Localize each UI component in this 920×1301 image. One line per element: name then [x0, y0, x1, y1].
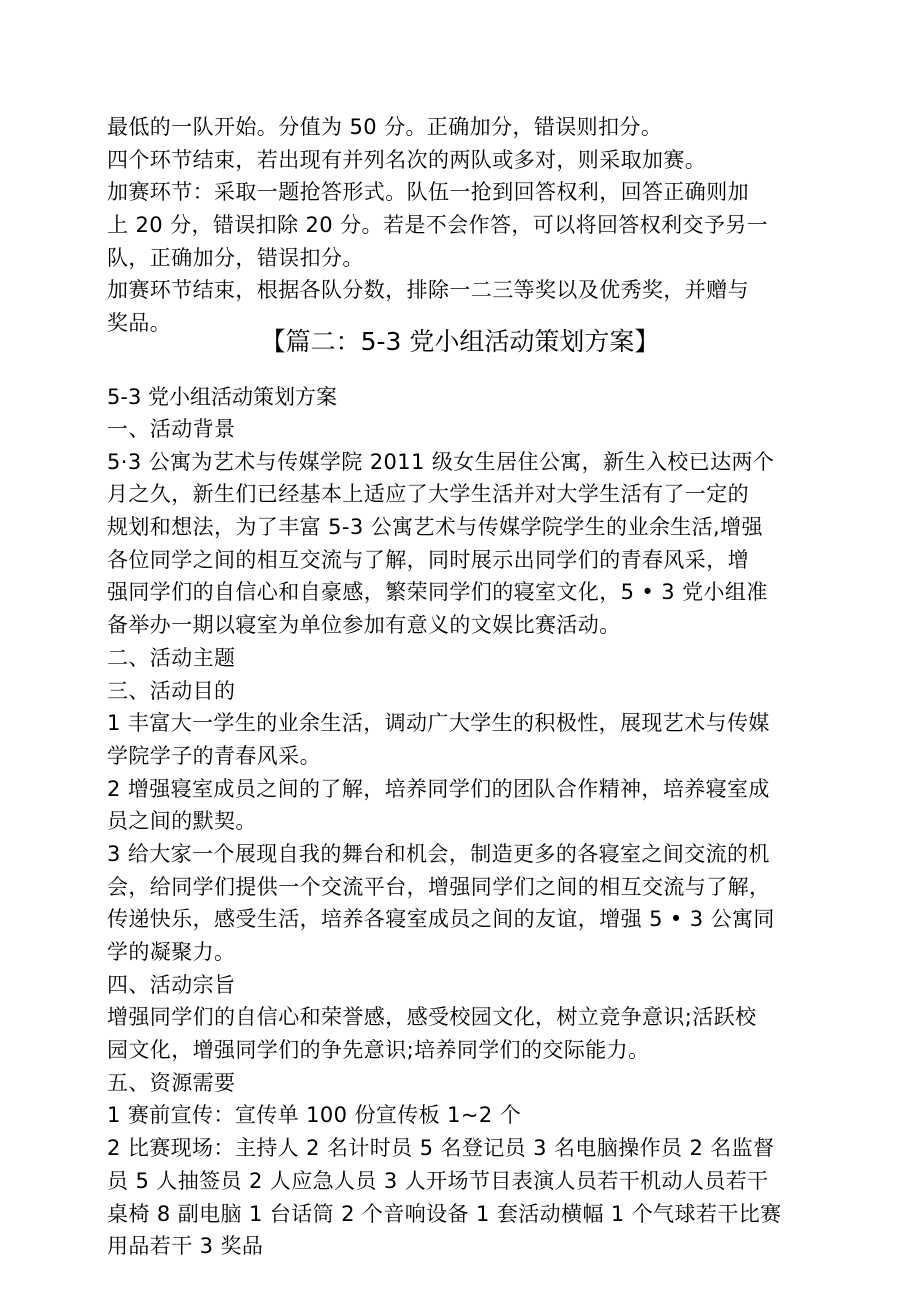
body-line: 1 赛前宣传：宣传单 100 份宣传板 1~2 个 — [107, 1103, 522, 1128]
heading-tenet: 四、活动宗旨 — [107, 972, 236, 997]
body-line: 强同学们的自信心和自豪感，繁荣同学们的寝室文化，5 • 3 党小组准 — [107, 580, 768, 605]
heading-purpose: 三、活动目的 — [107, 678, 236, 703]
body-line: 桌椅 8 副电脑 1 台话筒 2 个音响设备 1 套活动横幅 1 个气球若干比赛 — [107, 1201, 782, 1226]
heading-background: 一、活动背景 — [107, 417, 236, 441]
body-line: 2 增强寝室成员之间的了解，培养同学们的团队合作精神，培养寝室成 — [107, 776, 770, 801]
body-line: 学院学子的青春风采。 — [107, 743, 321, 768]
body-line: 员 5 人抽签员 2 人应急人员 3 人开场节目表演人员若干机动人员若干 — [107, 1168, 769, 1193]
body-line: 用品若干 3 奖品 — [107, 1234, 264, 1259]
body-line: 员之间的默契。 — [107, 809, 257, 834]
body-line: 园文化，增强同学们的争先意识;培养同学们的交际能力。 — [107, 1038, 650, 1063]
body-line: 备举办一期以寝室为单位参加有意义的文娱比赛活动。 — [107, 613, 621, 638]
body-line: 2 比赛现场：主持人 2 名计时员 5 名登记员 3 名电脑操作员 2 名监督 — [107, 1136, 775, 1161]
intro-line: 四个环节结束，若出现有并列名次的两队或多对，则采取加赛。 — [107, 147, 707, 172]
plan-subtitle: 5-3 党小组活动策划方案 — [107, 385, 337, 409]
plan-body — [107, 413, 847, 1263]
body-line: 会，给同学们提供一个交流平台，增强同学们之间的相互交流与了解， — [107, 874, 771, 899]
heading-theme: 二、活动主题 — [107, 645, 236, 670]
body-line: 各位同学之间的相互交流与了解，同时展示出同学们的青春风采，增 — [107, 547, 749, 572]
body-line: 1 丰富大一学生的业余生活，调动广大学生的积极性，展现艺术与传媒 — [107, 711, 770, 736]
intro-line: 加赛环节结束，根据各队分数，排除一二三等奖以及优秀奖，并赠与 — [107, 278, 749, 303]
body-line: 学的凝聚力。 — [107, 940, 236, 964]
body-line: 3 给大家一个展现自我的舞台和机会，制造更多的各寝室之间交流的机 — [107, 841, 770, 866]
intro-line: 最低的一队开始。分值为 50 分。正确加分，错误则扣分。 — [107, 115, 663, 139]
heading-resources: 五、资源需要 — [107, 1070, 236, 1095]
intro-line: 队，正确加分，错误扣分。 — [107, 245, 364, 270]
intro-line: 奖品。 — [107, 311, 172, 336]
intro-line: 上 20 分，错误扣除 20 分。若是不会作答，可以将回答权利交予另一 — [107, 213, 769, 238]
body-line: 规划和想法，为了丰富 5-3 公寓艺术与传媒学院学生的业余生活,增强 — [107, 515, 763, 540]
body-line: 增强同学们的自信心和荣誉感，感受校园文化，树立竞争意识;活跃校 — [107, 1005, 757, 1030]
intro-line: 加赛环节：采取一题抢答形式。队伍一抢到回答权利，回答正确则加 — [107, 180, 749, 205]
body-line: 月之久，新生们已经基本上适应了大学生活并对大学生活有了一定的 — [107, 482, 749, 507]
body-line: 5·3 公寓为艺术与传媒学院 2011 级女生居住公寓，新生入校已达两个 — [107, 449, 775, 474]
section-title: 【篇二：5-3 党小组活动策划方案】 — [260, 327, 660, 356]
body-line: 传递快乐，感受生活，培养各寝室成员之间的友谊，增强 5 • 3 公寓同 — [107, 907, 775, 932]
intro-section — [107, 111, 847, 340]
